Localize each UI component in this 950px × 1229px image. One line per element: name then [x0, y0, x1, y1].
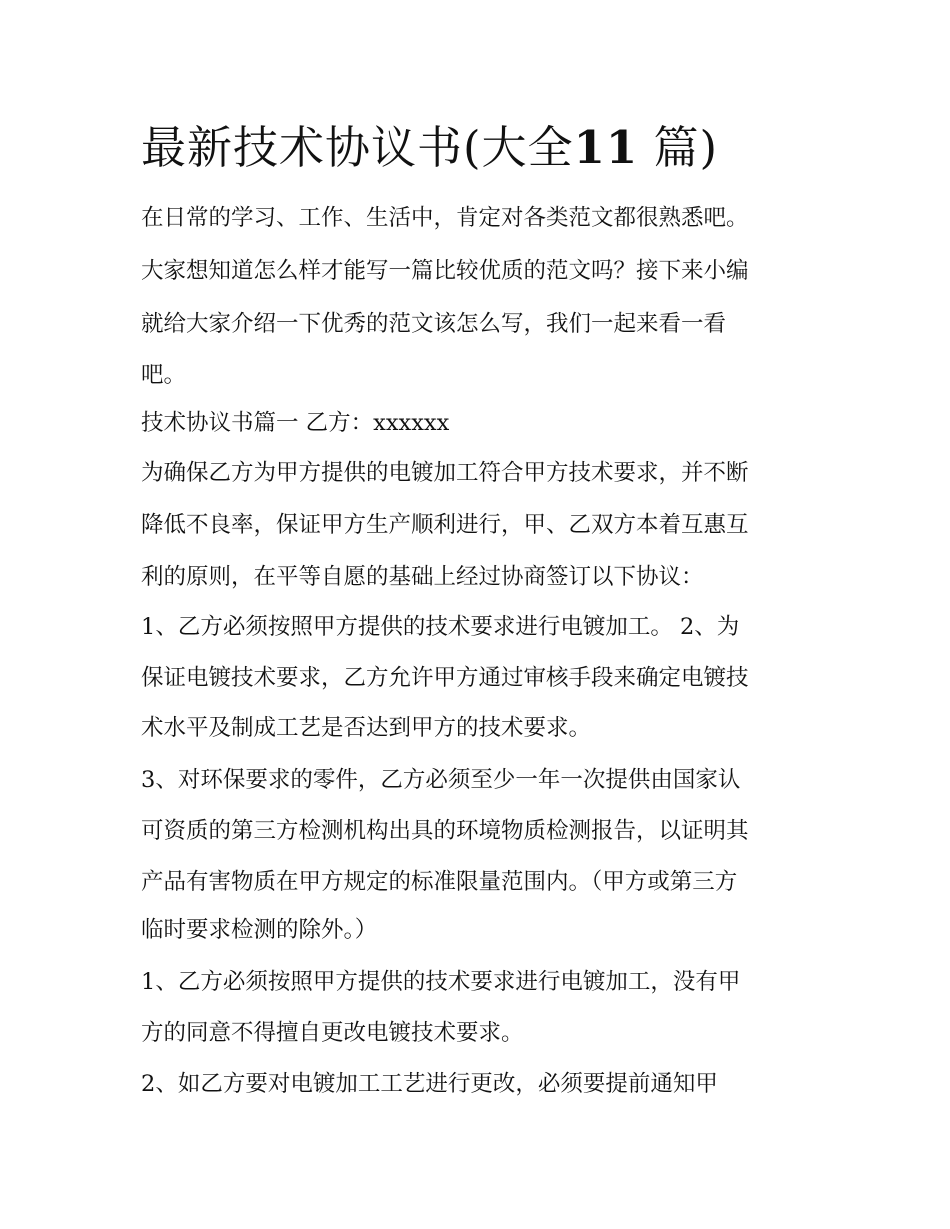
- paragraph-line: 就给大家介绍一下优秀的范文该怎么写，我们一起来看一看: [141, 311, 727, 337]
- title-number: 11: [573, 121, 639, 174]
- paragraph-line: 1、乙方必须按照甲方提供的技术要求进行电镀加工，没有甲: [141, 969, 741, 995]
- paragraph-line: 利的原则，在平等自愿的基础上经过协商签订以下协议：: [141, 564, 704, 590]
- section-heading: 技术协议书篇一 乙方：xxxxxx: [141, 410, 450, 436]
- title-suffix: 篇): [653, 121, 719, 174]
- page-title: [141, 116, 718, 180]
- paragraph-line: 保证电镀技术要求，乙方允许甲方通过审核手段来确定电镀技: [141, 665, 749, 691]
- paragraph-line: 大家想知道怎么样才能写一篇比较优质的范文吗？接下来小编: [141, 258, 749, 284]
- paragraph-line: 3、对环保要求的零件，乙方必须至少一年一次提供由国家认: [141, 767, 741, 793]
- paragraph-line: 产品有害物质在甲方规定的标准限量范围内。（甲方或第三方: [141, 869, 738, 895]
- paragraph-line: 在日常的学习、工作、生活中，肯定对各类范文都很熟悉吧。: [141, 205, 749, 231]
- paragraph-line: 方的同意不得擅自更改电镀技术要求。: [141, 1020, 524, 1046]
- paragraph-line: 1、乙方必须按照甲方提供的技术要求进行电镀加工。 2、为: [141, 614, 740, 640]
- title-text: 最新技术协议书(大全: [141, 121, 574, 174]
- paragraph-line: 为确保乙方为甲方提供的电镀加工符合甲方技术要求，并不断: [141, 460, 749, 486]
- paragraph-line: 术水平及制成工艺是否达到甲方的技术要求。: [141, 715, 592, 741]
- paragraph-line: 降低不良率，保证甲方生产顺利进行，甲、乙双方本着互惠互: [141, 512, 749, 538]
- paragraph-line: 临时要求检测的除外。）: [141, 917, 378, 943]
- paragraph-line: 2、如乙方要对电镀加工工艺进行更改，必须要提前通知甲: [141, 1071, 718, 1097]
- paragraph-line: 吧。: [141, 362, 187, 388]
- paragraph-line: 可资质的第三方检测机构出具的环境物质检测报告，以证明其: [141, 818, 749, 844]
